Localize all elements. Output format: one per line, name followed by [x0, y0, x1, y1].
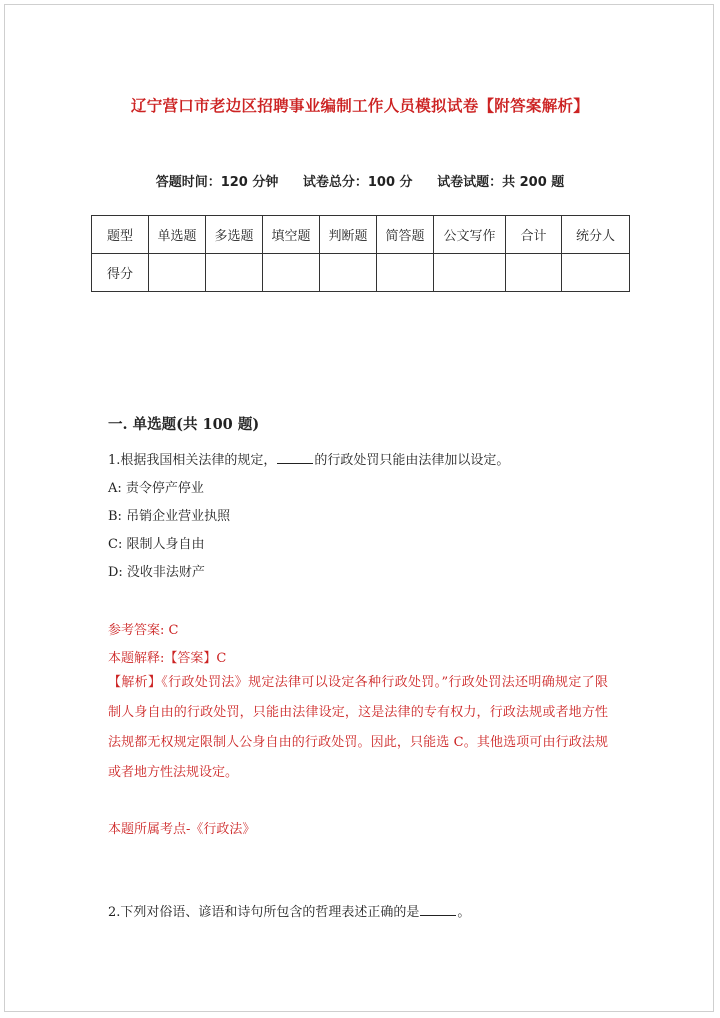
- score-cell: [506, 254, 562, 292]
- score-table-header: 多选题: [206, 216, 263, 254]
- question-1-topic: 本题所属考点-《行政法》: [108, 822, 256, 837]
- score-cell: [149, 254, 206, 292]
- score-cell: [377, 254, 434, 292]
- score-cell: [320, 254, 377, 292]
- question-1-option-a: A: 责令停产停业: [108, 481, 204, 496]
- score-cell: [434, 254, 506, 292]
- score-cell: [562, 254, 630, 292]
- answer-blank: [420, 903, 456, 916]
- question-1-stem-start: 1.根据我国相关法律的规定，: [108, 453, 277, 468]
- score-table-header: 简答题: [377, 216, 434, 254]
- exam-question-count: 试卷试题：共 200 题: [437, 175, 565, 190]
- question-1-explain-label: 本题解释:【答案】C: [108, 651, 227, 666]
- score-table-header: 合计: [506, 216, 562, 254]
- question-1-option-b: B: 吊销企业营业执照: [108, 509, 231, 524]
- score-table-header: 填空题: [263, 216, 320, 254]
- exam-title: 辽宁营口市老边区招聘事业编制工作人员模拟试卷【附答案解析】: [130, 96, 590, 115]
- question-2-stem-start: 2.下列对俗语、谚语和诗句所包含的哲理表述正确的是: [108, 905, 420, 920]
- score-table-header: 公文写作: [434, 216, 506, 254]
- answer-blank: [277, 451, 313, 464]
- question-1-option-c: C: 限制人身自由: [108, 537, 205, 552]
- score-table-header-row: [92, 216, 630, 254]
- score-table-header: 题型: [92, 216, 149, 254]
- question-2-stem-end: 。: [457, 905, 471, 920]
- score-table-score-row: [92, 254, 630, 292]
- score-cell: [263, 254, 320, 292]
- question-1-answer: 参考答案: C: [108, 623, 179, 638]
- exam-total-score: 试卷总分：100 分: [302, 175, 413, 190]
- score-table-header: 判断题: [320, 216, 377, 254]
- exam-meta: [0, 171, 720, 190]
- exam-time: 答题时间：120 分钟: [155, 175, 279, 190]
- score-row-label: 得分: [92, 254, 149, 292]
- score-cell: [206, 254, 263, 292]
- question-1-option-d: D: 没收非法财产: [108, 565, 205, 580]
- question-1-stem: [108, 449, 509, 468]
- question-2-stem: [108, 901, 470, 920]
- question-1-analysis: 【解析】《行政处罚法》规定法律可以设定各种行政处罚。”行政处罚法还明确规定了限制人身自由的行政处罚，只能由法律设定，这是法律的专有权力，行政法规或者地方性法规都无权规定限制人公身自由的行政处罚。因此，只能选 C。其他选项可由行政法规或者地方性法规设定。: [108, 675, 608, 780]
- score-table-header: 统分人: [562, 216, 630, 254]
- score-table-header: 单选题: [149, 216, 206, 254]
- score-table: [91, 215, 630, 292]
- question-1-stem-end: 的行政处罚只能由法律加以设定。: [314, 453, 510, 468]
- section-heading: 一. 单选题(共 100 题): [108, 416, 260, 433]
